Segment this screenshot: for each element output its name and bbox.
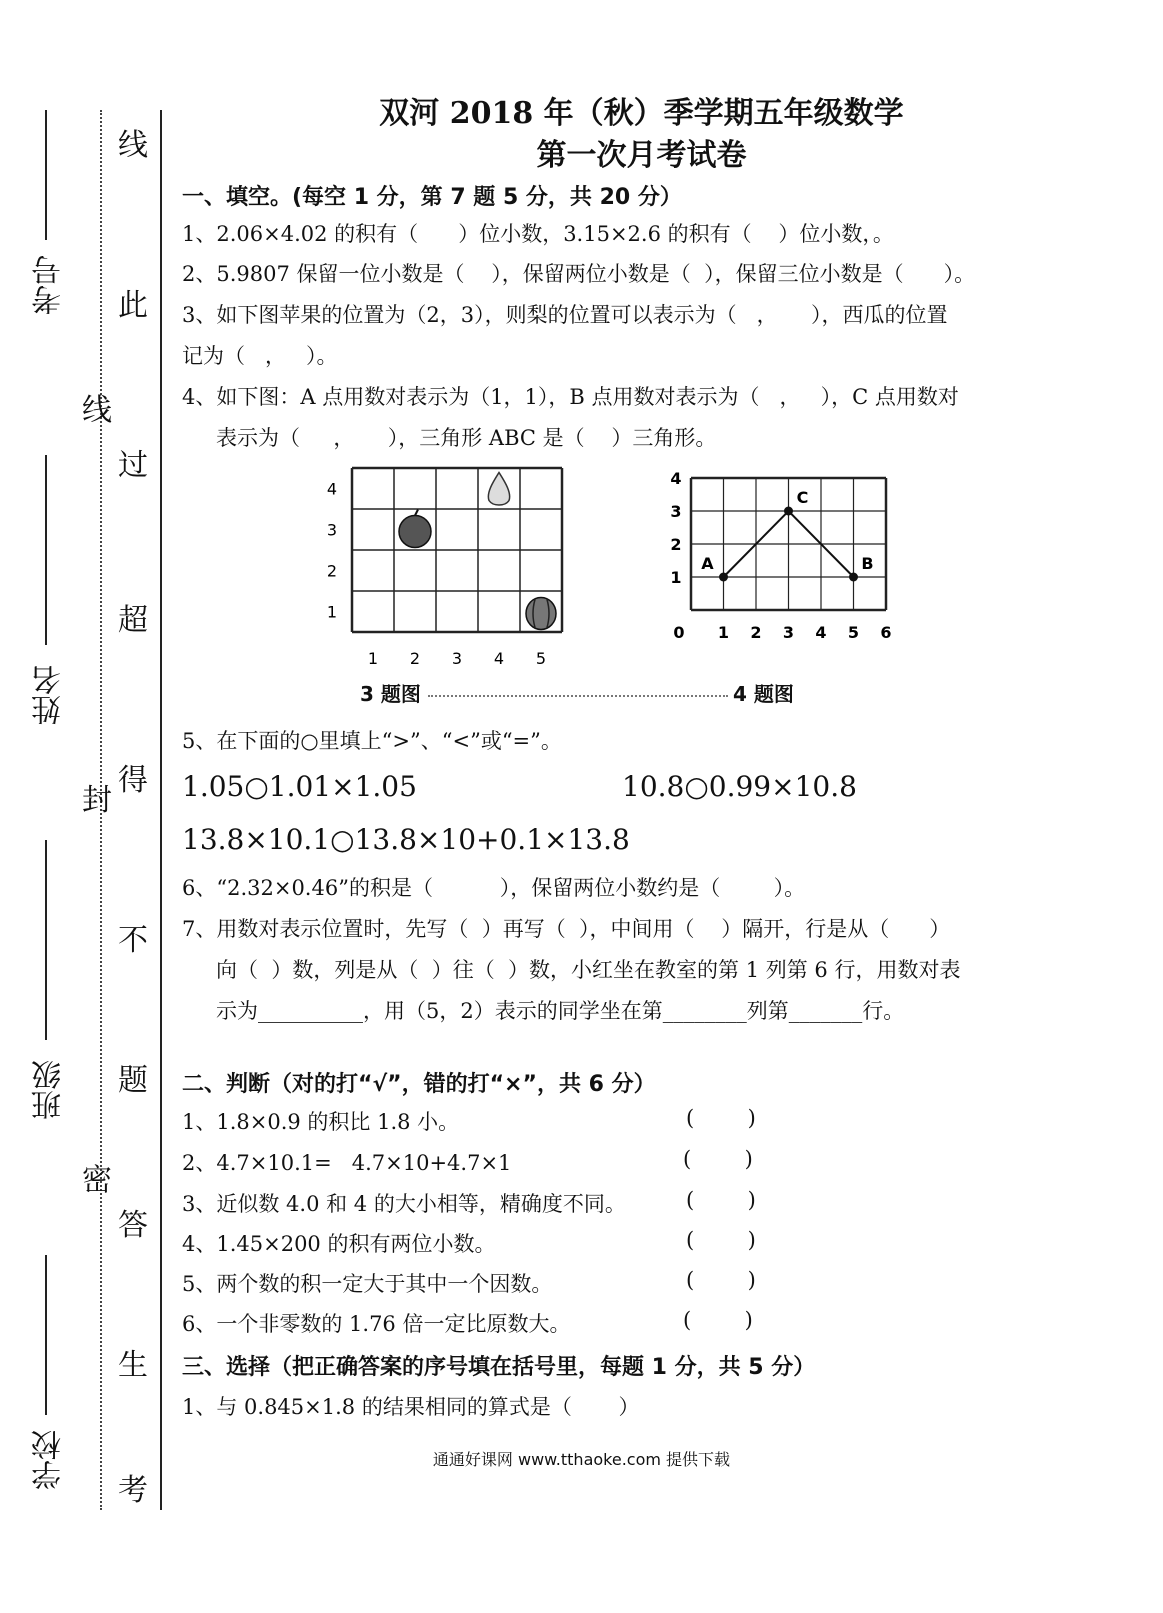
question-1-1: 1、2.06×4.02 的积有（ ）位小数，3.15×2.6 的积有（ ）位小数，。 (182, 222, 894, 246)
apple-icon (399, 516, 431, 548)
point-label: C (796, 488, 809, 507)
question-3-1: 1、与 0.845×1.8 的结果相同的算式是（ ） (182, 1395, 640, 1419)
figure-4-caption: 4 题图 (733, 682, 794, 706)
seal-word: 超 (118, 603, 148, 638)
judgement-answer-blank: ( ) (686, 1268, 756, 1292)
judgement-item-text: 2、4.7×10.1= 4.7×10+4.7×1 (182, 1151, 512, 1175)
label-class: 班级 (32, 1060, 67, 1120)
point-a (719, 573, 728, 582)
x-tick-label: 5 (847, 623, 860, 642)
seal-word: 得 (118, 763, 148, 798)
question-1-4b: 表示为（ ， ），三角形 ABC 是（ ）三角形。 (216, 426, 717, 450)
judgement-answer-blank: ( ) (686, 1228, 756, 1252)
caption-dotted-leader (428, 695, 728, 697)
judgement-item-text: 5、两个数的积一定大于其中一个因数。 (182, 1272, 553, 1296)
section1-heading: 一、填空。(每空 1 分，第 7 题 5 分，共 20 分） (182, 185, 682, 210)
x-tick-label: 3 (782, 623, 795, 642)
page-subtitle: 第一次月考试卷 (536, 138, 747, 173)
judgement-item-text: 4、1.45×200 的积有两位小数。 (182, 1232, 496, 1256)
question-1-4a: 4、如下图：A 点用数对表示为（1，1），B 点用数对表示为（ ， ），C 点用数对 (182, 385, 959, 409)
y-tick-label: 4 (670, 469, 682, 488)
question-1-5: 5、在下面的○里填上“>”、“<”或“=”。 (182, 729, 562, 753)
question-1-2: 2、5.9807 保留一位小数是（ ），保留两位小数是（ ），保留三位小数是（ ）。 (182, 262, 976, 286)
figure-3-caption: 3 题图 (360, 682, 421, 706)
y-tick-label: 1 (670, 568, 682, 587)
apple-stem (415, 510, 418, 516)
x-tick-label: 1 (717, 623, 730, 642)
point-label: B (861, 554, 874, 573)
judgement-answer-blank: ( ) (686, 1188, 756, 1212)
x-tick-label: 5 (535, 649, 547, 668)
figure-3-grid (318, 460, 578, 670)
question-1-3b: 记为（ ， ）。 (182, 344, 338, 368)
section3-heading: 三、选择（把正确答案的序号填在括号里，每题 1 分，共 5 分） (182, 1355, 816, 1380)
x-tick-label: 0 (673, 623, 685, 642)
pear-icon (488, 473, 509, 506)
seal-word: 线 (82, 393, 112, 428)
seal-word: 过 (118, 448, 148, 483)
judgement-answer-blank: ( ) (683, 1308, 753, 1332)
judgement-item-text: 1、1.8×0.9 的积比 1.8 小。 (182, 1110, 460, 1134)
judgement-item-text: 6、一个非零数的 1.76 倍一定比原数大。 (182, 1312, 571, 1336)
seal-word: 密 (82, 1163, 112, 1198)
seal-word: 不 (118, 923, 148, 958)
judgement-item-text: 3、近似数 4.0 和 4 的大小相等，精确度不同。 (182, 1192, 626, 1216)
point-b (849, 573, 858, 582)
seal-word: 此 (118, 288, 148, 323)
compare-expression-3: 13.8×10.1○13.8×10+0.1×13.8 (182, 823, 630, 856)
section2-heading: 二、判断（对的打“√”，错的打“×”，共 6 分） (182, 1072, 656, 1097)
question-1-3a: 3、如下图苹果的位置为（2，3），则梨的位置可以表示为（ ， ），西瓜的位置 (182, 303, 948, 327)
x-tick-label: 1 (367, 649, 379, 668)
compare-expression-2: 10.8○0.99×10.8 (622, 770, 857, 803)
y-tick-label: 3 (670, 502, 682, 521)
seal-word: 线 (118, 128, 148, 163)
seal-word: 考 (118, 1473, 148, 1508)
blank-class (45, 840, 47, 1040)
judgement-answer-blank: ( ) (683, 1147, 753, 1171)
point-label: A (701, 554, 714, 573)
question-1-7b: 向（ ）数，列是从（ ）往（ ）数，小红坐在教室的第 1 列第 6 行，用数对表 (216, 958, 961, 982)
blank-school (45, 1255, 47, 1415)
question-1-7a: 7、用数对表示位置时，先写（ ）再写（ ），中间用（ ）隔开，行是从（ ） (182, 917, 951, 941)
y-tick-label: 3 (326, 520, 338, 540)
figure-4-grid (660, 462, 900, 642)
seal-word: 题 (118, 1063, 148, 1098)
strip-solid-line (160, 110, 162, 1510)
y-tick-label: 2 (670, 535, 682, 554)
seal-word: 答 (118, 1208, 148, 1243)
compare-expression-1: 1.05○1.01×1.05 (182, 770, 417, 803)
label-school: 学校 (32, 1430, 67, 1490)
page-title: 双河 2018 年（秋）季学期五年级数学 (379, 96, 904, 131)
x-tick-label: 2 (750, 623, 762, 642)
seal-word: 封 (82, 783, 112, 818)
question-1-6: 6、“2.32×0.46”的积是（ ），保留两位小数约是（ ）。 (182, 876, 806, 900)
y-tick-label: 4 (326, 479, 338, 499)
seal-word: 生 (118, 1348, 148, 1383)
judgement-answer-blank: ( ) (686, 1106, 756, 1130)
point-c (784, 507, 793, 516)
footer-source: 通通好课网 www.tthaoke.com 提供下载 (432, 1450, 731, 1469)
watermelon-icon (526, 598, 556, 630)
x-tick-label: 4 (493, 649, 505, 668)
x-tick-label: 2 (409, 649, 421, 668)
label-name: 姓名 (32, 665, 67, 725)
label-exam-number: 考号 (32, 255, 67, 315)
y-tick-label: 2 (326, 561, 338, 581)
x-tick-label: 4 (815, 623, 827, 642)
question-1-7c: 示为__________，用（5，2）表示的同学坐在第________列第_______行。 (216, 999, 905, 1023)
x-tick-label: 3 (451, 649, 463, 668)
fig4-gridlines (691, 478, 886, 610)
blank-name (45, 455, 47, 645)
x-tick-label: 6 (880, 623, 892, 642)
y-tick-label: 1 (326, 602, 338, 622)
